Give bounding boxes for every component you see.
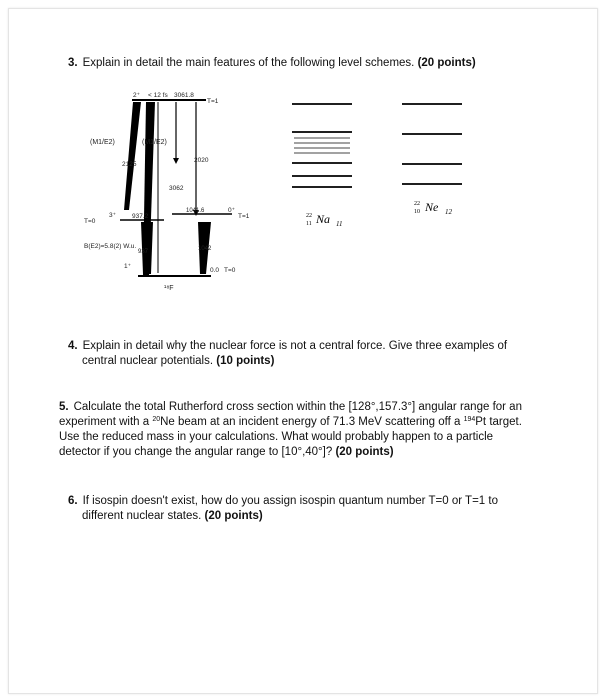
na-neutron-number: 11: [336, 220, 343, 228]
label-zero-plus: 0⁺: [228, 207, 236, 214]
question-6-line-2: different nuclear states.: [82, 510, 202, 522]
ne-symbol: Ne: [425, 200, 439, 214]
ne-mass-number: 22: [414, 201, 420, 207]
label-m1e2-left: (M1/E2): [90, 139, 115, 146]
question-4-line-2: central nuclear potentials.: [82, 355, 214, 367]
question-5-line-2b: Ne beam at an incident energy of 71.3 MeV scattering off a: [160, 416, 461, 428]
na22-level-scheme: [288, 96, 358, 231]
question-3-points: (20 points): [417, 57, 476, 69]
arrow-head-1: [173, 158, 179, 164]
ne22-level-scheme: [398, 96, 468, 231]
label-3062: 3062: [169, 185, 184, 192]
f18-level-scheme: [76, 88, 276, 298]
label-be2: B(E2)=5.8(2) W.u.: [84, 243, 137, 250]
question-5: [59, 400, 559, 460]
label-top-lifetime: < 12 fs: [148, 92, 168, 99]
question-3: [68, 56, 548, 71]
label-m1e2-right: (M1/E2): [142, 139, 167, 146]
question-4-points: (10 points): [216, 355, 275, 367]
ne-neutron-number: 12: [445, 208, 452, 216]
question-3-text: Explain in detail the main features of the following level schemes.: [82, 57, 415, 69]
label-nucleus: ¹⁸F: [164, 285, 174, 292]
ne-atomic-number: 10: [414, 209, 420, 215]
ne-beam-mass: 20: [152, 416, 161, 423]
question-6: [68, 494, 538, 524]
question-4: [68, 339, 538, 369]
question-5-line-2c: Pt target.: [475, 416, 522, 428]
na-atomic-number: 11: [306, 221, 312, 227]
question-3-number: 3.: [68, 57, 78, 69]
label-top-T: T=1: [207, 98, 219, 105]
question-5-line-2a: experiment with a: [59, 416, 150, 428]
label-2125: 2125: [122, 161, 137, 168]
question-6-points: (20 points): [204, 510, 263, 522]
question-5-line-3: Use the reduced mass in your calculations. What would probably happen to a particle: [59, 431, 494, 443]
question-5-line-4: detector if you change the angular range to [10°,40°]?: [59, 446, 333, 458]
question-4-number: 4.: [68, 340, 78, 352]
question-5-line-1: Calculate the total Rutherford cross section within the [128°,157.3°] angular range for an: [73, 401, 522, 413]
na-mass-number: 22: [306, 213, 312, 219]
pt-target-mass: 194: [463, 416, 476, 423]
label-left-T: T=0: [84, 218, 96, 225]
question-5-points: (20 points): [335, 446, 394, 458]
label-1042: 1042: [198, 246, 212, 252]
label-one-plus: 1⁺: [124, 263, 132, 270]
question-4-line-1: Explain in detail why the nuclear force is not a central force. Give three examples of: [82, 340, 508, 352]
label-left-state: 3⁺: [109, 212, 117, 219]
question-6-number: 6.: [68, 495, 78, 507]
na-symbol: Na: [316, 212, 331, 226]
label-ground-T: T=0: [224, 267, 236, 274]
label-937: 937: [138, 249, 149, 255]
label-2020: 2020: [194, 157, 209, 164]
label-top-energy: 3061.8: [174, 92, 194, 99]
label-right-T: T=1: [238, 213, 250, 220]
label-top-state: 2⁺: [133, 92, 141, 99]
question-5-number: 5.: [59, 401, 69, 413]
transition-left-wedge: [124, 102, 141, 210]
question-6-line-1: If isospin doesn't exist, how do you assign isospin quantum number T=0 or T=1 to: [82, 495, 498, 507]
label-937-2: 937.2: [132, 213, 149, 220]
label-1041-6: 1041.6: [186, 208, 205, 214]
label-ground: 0.0: [210, 267, 220, 274]
transition-937-wedge: [141, 222, 153, 274]
